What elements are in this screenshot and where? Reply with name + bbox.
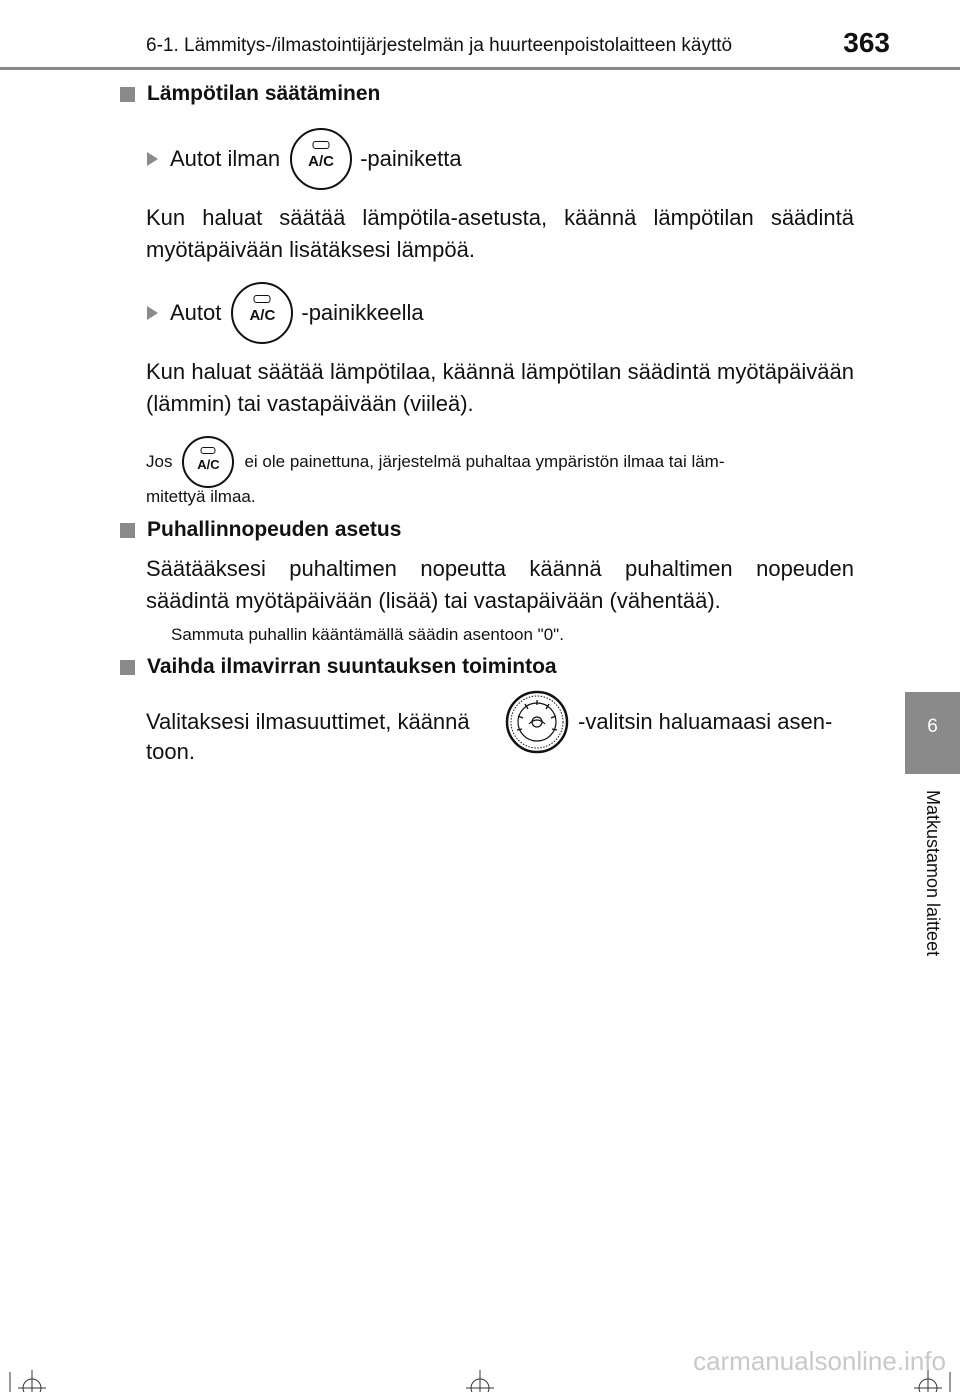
header-divider <box>0 67 960 70</box>
ac-button-icon <box>182 436 234 488</box>
page-number: 363 <box>843 27 890 58</box>
paragraph-airflow-line1: Valitaksesi ilmasuuttimet, käännä <box>146 709 470 734</box>
section-heading-airflow <box>120 655 557 679</box>
triangle-bullet-icon <box>147 306 158 320</box>
subheading-text: Autot <box>170 300 222 325</box>
square-bullet-icon <box>120 523 135 538</box>
section-heading-temperature <box>120 82 380 106</box>
indicator-light-icon <box>201 447 216 454</box>
note-ac-off <box>146 436 725 488</box>
section-heading-text: Puhallinnopeuden asetus <box>147 518 402 541</box>
chapter-tab <box>905 692 960 774</box>
subheading-text-suffix: -painiketta <box>360 146 462 171</box>
square-bullet-icon <box>120 660 135 675</box>
paragraph-fan: Säätääksesi puhaltimen nopeutta käännä puhaltimen nopeuden säädintä myötäpäivään (lisää) tai vastapäivään (vähentää). <box>146 556 854 613</box>
page-header-title: 6-1. Lämmitys-/ilmastointijärjestelmän ja huurteenpoistolaitteen käyttö <box>146 35 733 56</box>
section-heading-text: Lämpötilan säätäminen <box>147 82 381 105</box>
subheading-text: Autot ilman <box>170 146 281 171</box>
paragraph-airflow-line2: toon. <box>146 739 195 764</box>
ac-button-label: A/C <box>197 457 220 472</box>
indicator-light-icon <box>254 295 271 303</box>
indicator-light-icon <box>313 141 330 149</box>
ac-button-icon <box>231 282 293 344</box>
paragraph-without-ac: Kun haluat säätää lämpötila-asetusta, käännä lämpötilan säädintä myötäpäivään lisätäksesi lämpöä. <box>146 205 854 262</box>
note-fan-off: Sammuta puhallin kääntämällä säädin asentoon "0". <box>171 625 564 644</box>
note-text-suffix: ei ole painettuna, järjestelmä puhaltaa ympäristön ilmaa tai läm- <box>244 452 725 471</box>
mode-selector-dial-icon <box>505 690 569 754</box>
chapter-number: 6 <box>927 716 938 737</box>
square-bullet-icon <box>120 87 135 102</box>
subheading-without-ac <box>147 128 462 190</box>
section-heading-text: Vaihda ilmavirran suuntauksen toimintoa <box>147 655 557 678</box>
paragraph-with-ac: Kun haluat säätää lämpötilaa, käännä lämpötilan säädintä myötäpäivään (lämmin) tai vastapäivään (viileä). <box>146 359 854 416</box>
watermark: carmanualsonline.info <box>693 1346 946 1376</box>
note-ac-off-line2: mitettyä ilmaa. <box>146 487 256 506</box>
triangle-bullet-icon <box>147 152 158 166</box>
ac-button-label: A/C <box>249 307 276 324</box>
paragraph-airflow-line1-suffix: -valitsin haluamaasi asen- <box>578 709 833 734</box>
section-heading-fan <box>120 518 401 542</box>
ac-button-label: A/C <box>308 153 334 170</box>
subheading-text-suffix: -painikkeella <box>301 300 424 325</box>
subheading-with-ac <box>147 282 424 344</box>
note-text: Jos <box>146 452 173 471</box>
chapter-label: Matkustamon laitteet <box>923 790 943 957</box>
ac-button-icon <box>290 128 352 190</box>
